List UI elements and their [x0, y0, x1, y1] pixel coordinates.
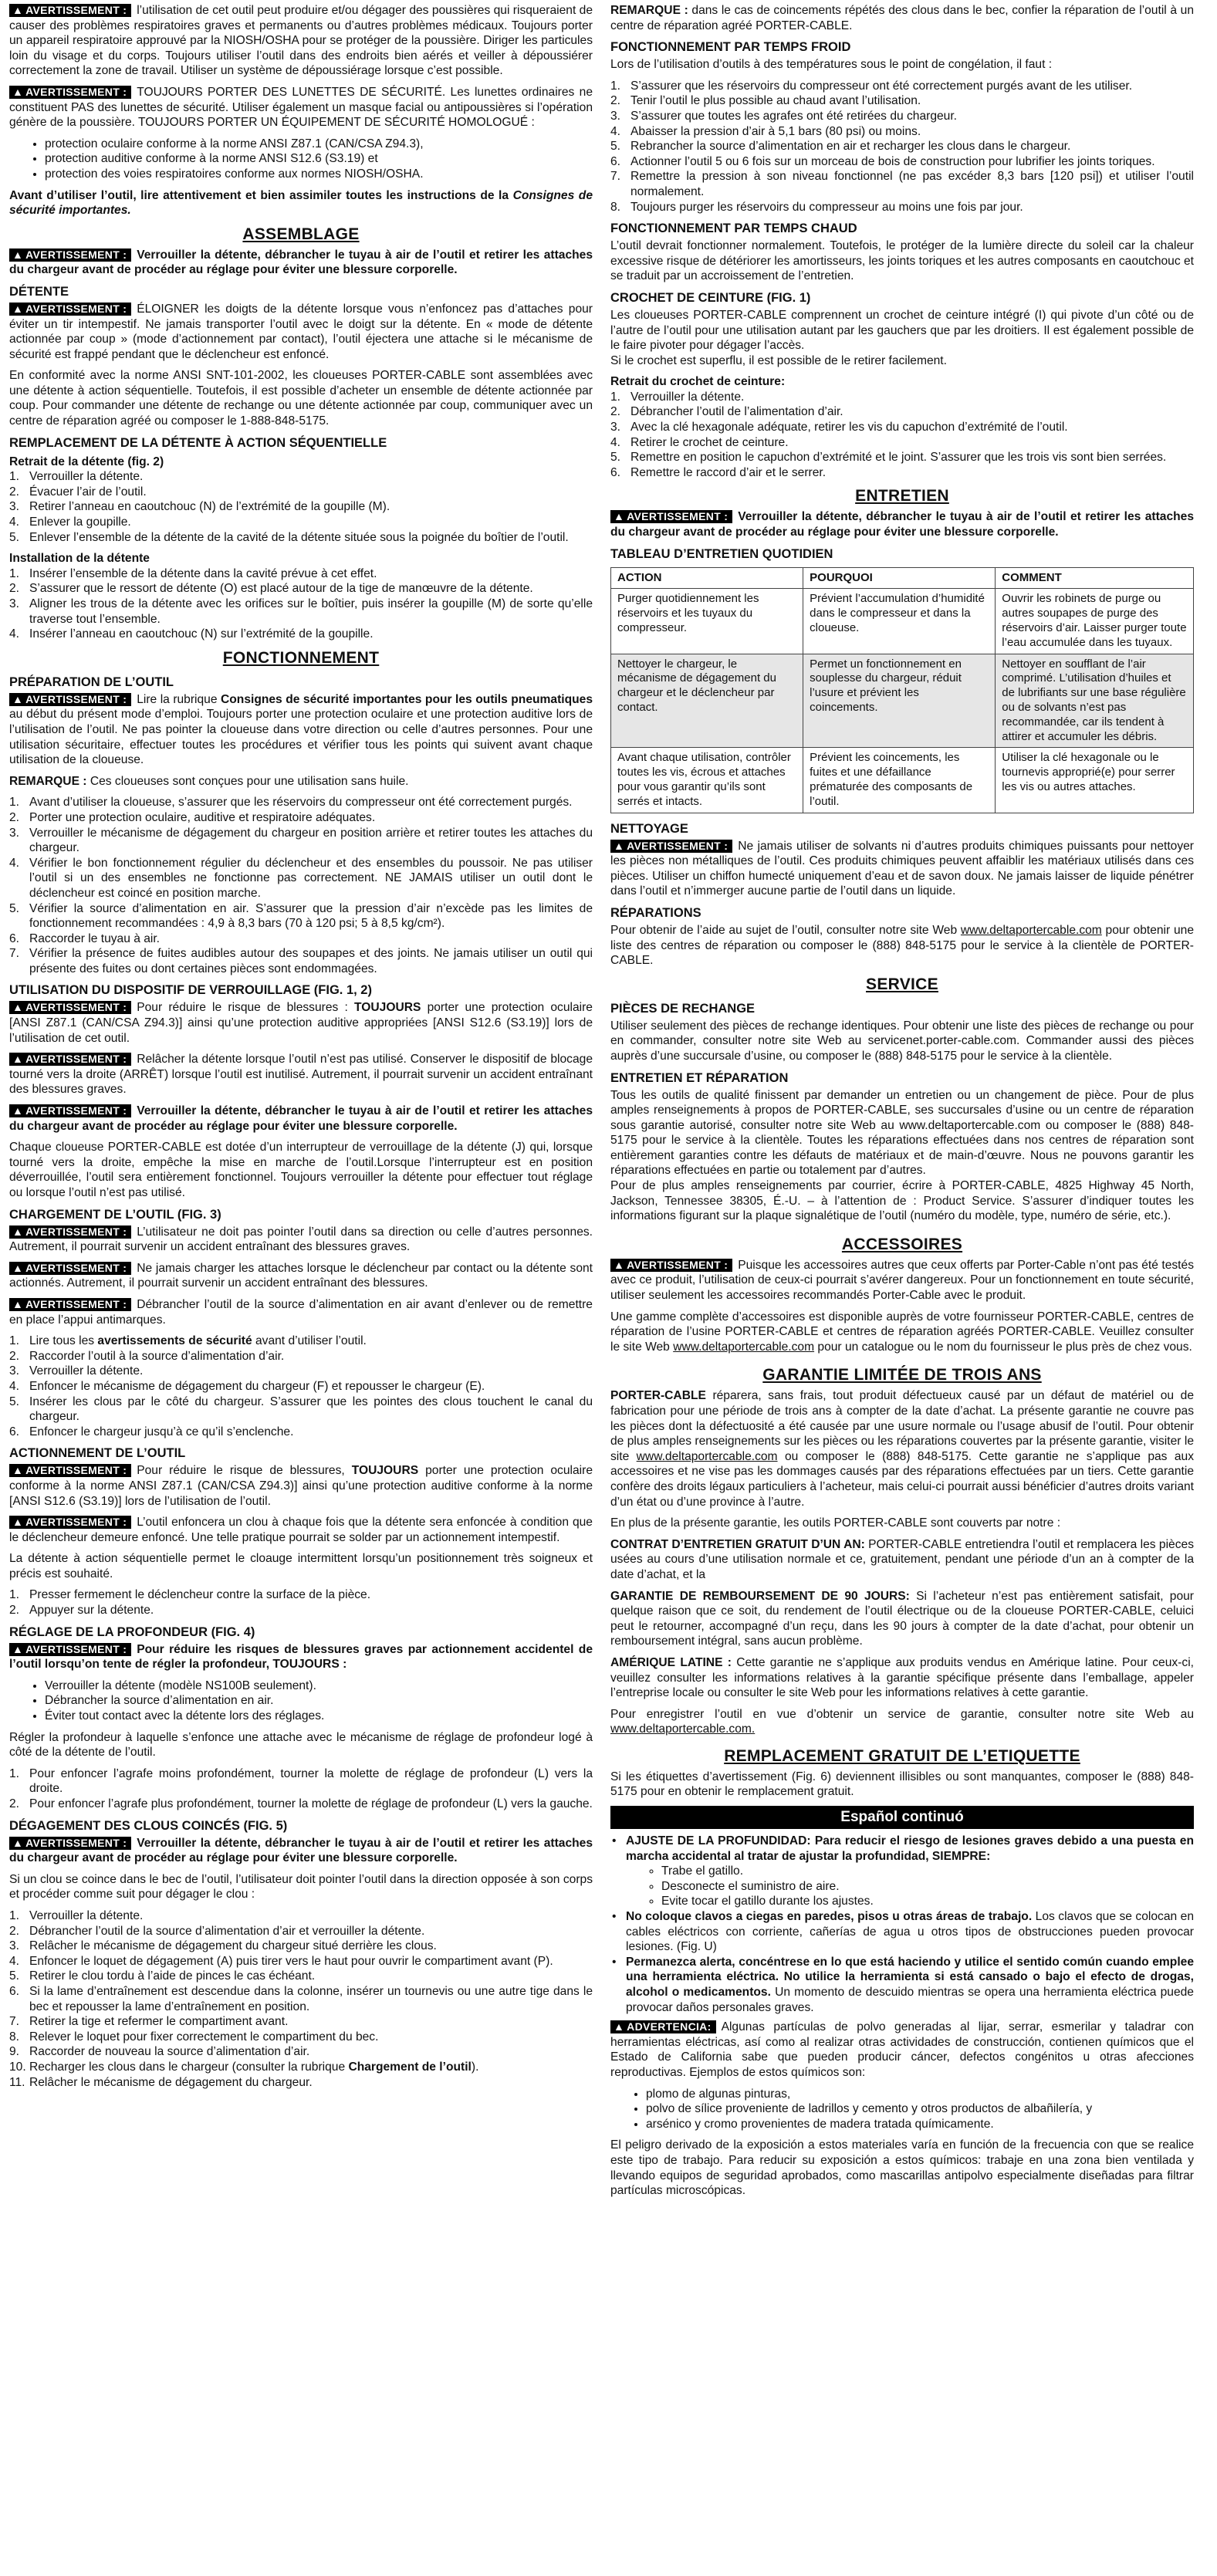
- list-item: • protection auditive conforme à la norme ANSI S12.6 (S3.19) et: [45, 151, 593, 167]
- subsection-title: ENTRETIEN ET RÉPARATION: [610, 1070, 789, 1085]
- table-cell: Ouvrir les robinets de purge ou autres soupapes de purge des réservoirs d’air. Laisser purger toute l’eau accumulée dans les tuyaux.: [996, 589, 1194, 654]
- section-title-assemblage: ASSEMBLAGE: [242, 225, 360, 243]
- numbered-list: [9, 1908, 593, 2090]
- warning-triangle-icon: ▲: [12, 1297, 24, 1310]
- numbered-list: [9, 1766, 593, 1812]
- operation-warning: ▲ AVERTISSEMENT : Pour réduire le risque de blessures, TOUJOURS porter une protection oculaire conforme à la norme ANSI Z87.1 (CAN/CSA Z94.3)] ainsi qu’une protection auditive conforme à la norme [ANSI S12.6 (S3.19)] lors de l’utilisation de l’outil.: [9, 1464, 593, 1508]
- language-banner: Español continuó: [610, 1806, 1194, 1829]
- list-item: ◦ Desconecte el suministro de aire.: [661, 1879, 1194, 1895]
- accessories-warning: ▲ AVERTISSEMENT : Puisque les accessoires autres que ceux offerts par Porter-Cable n’ont pas été testés avec ce produit, l’utilisation de ceux-ci pourrait s’avérer dangereux. Pour un fonctionnement en toute sécurité, utiliser seulement les accessoires recommandés Porter-Cable avec le produit.: [610, 1258, 1194, 1303]
- list-item: 7. Remettre la pression à son niveau fonctionnel (ne pas excéder 8,3 bars [120 psi]) et utiliser l’outil normalement.: [610, 170, 1194, 198]
- paragraph: Une gamme complète d’accessoires est disponible auprès de votre fournisseur PORTER-CABLE, centres de réparation de l’usine PORTER-CABLE et centres de réparation agréés PORTER-CABLE. Veuillez consulter le site Web www.deltaportercable.com pour un catalogue ou le nom du fournisseur le plus près de chez vous.: [610, 1310, 1194, 1354]
- list-item: ◦ Trabe el gatillo.: [661, 1864, 1194, 1879]
- list-item: 6. Si la lame d’entraînement est descendue dans la colonne, insérer un tournevis ou une autre tige dans le bec et repousser la lame d’entraînement en position.: [9, 1984, 593, 2013]
- list-item: 5. Rebrancher la source d’alimentation en air et recharger les clous dans le chargeur.: [610, 140, 1071, 154]
- procedure-title: Retrait du crochet de ceinture:: [610, 375, 786, 389]
- warning-label: ▲ AVERTISSEMENT :: [9, 1516, 131, 1529]
- paragraph: Régler la profondeur à laquelle s’enfonce une attache avec le mécanisme de réglage de profondeur logé à côté de la détente de l’outil.: [9, 1730, 593, 1760]
- paragraph: El peligro derivado de la exposición a estos materiales varía en función de la frecuencia con que se realice este tipo de trabajo. Para reducir su exposición a estos químicos: trabaje en una zona bien ventilada y llevando equipos de seguridad aprobados, como mascarillas antipolvo especialmente diseñadas para filtrar partículas microscópicas.: [610, 2138, 1194, 2198]
- warning-label: ▲ AVERTISSEMENT :: [9, 693, 131, 706]
- list-item: 1. Verrouiller la détente.: [610, 390, 745, 404]
- warning-triangle-icon: ▲: [12, 302, 24, 315]
- subsection-title: RÉGLAGE DE LA PROFONDEUR (FIG. 4): [9, 1624, 255, 1639]
- ppe-list: [9, 137, 593, 182]
- website-link[interactable]: www.deltaportercable.com.: [610, 1722, 756, 1736]
- right-column: [610, 3, 1194, 2205]
- warning-triangle-icon: ▲: [12, 85, 24, 98]
- warning-label: ▲ AVERTISSEMENT :: [610, 1259, 732, 1272]
- list-item: 4. Abaisser la pression d’air à 5,1 bars (80 psi) ou moins.: [610, 124, 921, 138]
- procedure-title: Installation de la détente: [9, 552, 150, 566]
- paragraph: Chaque cloueuse PORTER-CABLE est dotée d’un interrupteur de verrouillage de la détente (J) qui, lorsque tourné vers la droite, empêche la mise en marche de l’outil.Lorsque l’interrupteur est en position déverrouillée, l’outil sera entièrement fonctionnel. Toujours verrouiller la détente pour effectuer tout réglage ou lorsque l’outil n’est pas utilisé.: [9, 1141, 593, 1199]
- subsection-title: FONCTIONNEMENT PAR TEMPS FROID: [610, 40, 851, 55]
- warning-label: ▲ AVERTISSEMENT :: [9, 1643, 131, 1656]
- paragraph: Si le crochet est superflu, il est possible de le retirer facilement.: [610, 353, 947, 367]
- list-item: 6. Remettre le raccord d’air et le serrer.: [610, 465, 827, 479]
- read-instructions: Avant d’utiliser l’outil, lire attentivement et bien assimiler toutes les instructions de la Consignes de sécurité importantes.: [9, 188, 593, 218]
- list-item: 2. Pour enfoncer l’agrafe plus profondément, tourner la molette de réglage de profondeur (L) vers la gauche.: [9, 1797, 593, 1810]
- list-item: 8. Toujours purger les réservoirs du compresseur au moins une fois par jour.: [610, 200, 1023, 214]
- paragraph: Les cloueuses PORTER-CABLE comprennent un crochet de ceinture intégré (I) qui pivote d’un côté ou de l’autre de l’outil pour une utilisation autant par les gauchers que par les droitiers. Il est également possible de le faire pivoter pour dégager l’accès.: [610, 308, 1194, 353]
- subsection-title: RÉPARATIONS: [610, 905, 701, 920]
- list-item: 9. Raccorder de nouveau la source d’alimentation d’air.: [9, 2045, 310, 2059]
- goggles-warning: ▲ AVERTISSEMENT : TOUJOURS PORTER DES LUNETTES DE SÉCURITÉ. Les lunettes ordinaires ne constituent PAS des lunettes de sécurité. Utiliser également un masque facial ou antipoussières si l’opération génère de la poussière. TOUJOURS PORTER UN ÉQUIPEMENT DE SÉCURITÉ HOMOLOGUÉ :: [9, 85, 593, 130]
- table-cell: Nettoyer en soufflant de l’air comprimé. L’utilisation d’huiles et de lubrifiants sur une base régulière ou de solvants n’est pas recommandée, car ils tendent à attirer et accumuler les débris.: [996, 654, 1194, 748]
- depth-warning: ▲ AVERTISSEMENT : Pour réduire les risques de blessures graves par actionnement accidentel de l’outil lorsqu’on tente de régler la profondeur, TOUJOURS :: [9, 1642, 593, 1672]
- list-item: 1. Insérer l’ensemble de la détente dans la cavité prévue à cet effet.: [9, 566, 377, 580]
- list-item: 10. Recharger les clous dans le chargeur (consulter la rubrique Chargement de l’outil).: [9, 2060, 479, 2074]
- list-item: 3. Avec la clé hexagonale adéquate, retirer les vis du capuchon d’extrémité de l’outil.: [610, 421, 1068, 434]
- numbered-list: [610, 390, 1194, 481]
- list-item: 1. Lire tous les avertissements de sécurité avant d’utiliser l’outil.: [9, 1334, 367, 1348]
- paragraph: En plus de la présente garantie, les outils PORTER-CABLE sont couverts par notre :: [610, 1516, 1061, 1530]
- paragraph: Pour de plus amples renseignements par courrier, écrire à PORTER-CABLE, 4825 Highway 45 North, Jackson, Tennessee 38305, É.-U. – à l’attention de : Product Service. S’assurer d’indiquer toutes les informations figurant sur la plaque signalétique de l’outil (numéro du modèle, type, numéro de série, etc.).: [610, 1179, 1194, 1223]
- list-item: 1. Presser fermement le déclencheur contre la surface de la pièce.: [9, 1588, 371, 1602]
- list-item: 4. Enlever la goupille.: [9, 516, 131, 529]
- warning-triangle-icon: ▲: [12, 692, 24, 705]
- list-item: 4. Enfoncer le loquet de dégagement (A) puis tirer vers le haut pour ouvrir le compartiment avant (P).: [9, 1954, 553, 1968]
- section-title-fonctionnement: FONCTIONNEMENT: [222, 648, 380, 667]
- warning-triangle-icon: ▲: [12, 1104, 24, 1117]
- list-item: • Éviter tout contact avec la détente lors des réglages.: [45, 1709, 593, 1724]
- dust-warning: ▲ AVERTISSEMENT : l’utilisation de cet outil peut produire et/ou dégager des poussières qui risqueraient de causer des problèmes respiratoires graves et permanents ou d’autres problèmes médicaux. Toujours porter un appareil respiratoire approuvé par la NIOSH/OSHA pour se protéger de la poussière. Diriger les particules loin du visage et du corps. Toujours utiliser l’outil dans des endroits bien aérés et veiller à dépoussiérer correctement la zone de travail. Utiliser un système de dépoussiérage lorsque c’est possible.: [9, 4, 593, 78]
- list-item: 2. S’assurer que le ressort de détente (O) est placé autour de la tige de manœuvre de la détente.: [9, 582, 533, 596]
- list-item: 3. Aligner les trous de la détente avec les orifices sur le boîtier, puis insérer la goupille (M) de sorte qu’elle traverse tout l’ensemble.: [9, 597, 593, 626]
- paragraph: L’outil devrait fonctionner normalement. Toutefois, le protéger de la lumière directe du soleil car la chaleur excessive risque de détériorer les amortisseurs, les joints toriques et les autres composants en caoutchouc et se traduit par un accroissement de l’entretien.: [610, 239, 1194, 283]
- numbered-list: [9, 566, 593, 642]
- paragraph: En conformité avec la norme ANSI SNT-101-2002, les cloueuses PORTER-CABLE sont assemblées avec une détente à action séquentielle. Toutefois, il est possible d’acheter un ensemble de détente actionnée par coup. Pour commander une détente de rechange ou une détente actionnée par coup, communiquer avec un centre de réparation agréé ou composer le 1-888-848-5175.: [9, 369, 593, 428]
- warning-label: ▲ AVERTISSEMENT :: [9, 1298, 131, 1311]
- subsection-title: NETTOYAGE: [610, 821, 688, 836]
- section-title-etiquette: REMPLACEMENT GRATUIT DE L’ETIQUETTE: [724, 1746, 1080, 1765]
- list-item: 5. Vérifier la source d’alimentation en air. S’assurer que la pression d’air n’excède pas les limites de fonctionnement recommandées : 4,9 à 8,3 bars (70 à 120 psi; 5 à 8,5 kg/cm²).: [9, 901, 593, 931]
- numbered-list: [9, 1334, 593, 1439]
- list-item: 4. Vérifier le bon fonctionnement régulier du déclencheur et des ensembles du poussoir. Ne pas utiliser l’outil si un des ensembles ne fonctionne pas correctement. NE JAMAIS utiliser un outil dont le déclencheur est coincé en position marche.: [9, 856, 593, 900]
- list-item: 3. Relâcher le mécanisme de dégagement du chargeur situé derrière les clous.: [9, 1939, 437, 1953]
- maintenance-table: [610, 567, 1194, 813]
- list-item: • plomo de algunas pinturas,: [646, 2087, 1194, 2102]
- list-item: • Débrancher la source d’alimentation en air.: [45, 1693, 593, 1709]
- left-column: [9, 3, 593, 2096]
- spanish-warning: ▲ ADVERTENCIA: Algunas partículas de polvo generadas al lijar, serrar, esmerilar y taladrar con herramientas eléctricas, así como al realizar otras actividades de construcción, contienen químicos que el Estado de California sabe que pueden producir cáncer, defectos congénitos u otras afecciones reproductivas. Ejemplos de estos químicos son:: [610, 2020, 1194, 2079]
- warning-label: ▲ AVERTISSEMENT :: [9, 1053, 131, 1066]
- operation-warning: ▲ AVERTISSEMENT : L’outil enfoncera un clou à chaque fois que la détente sera enfoncée à condition que le déclencheur demeure enfoncé. Une telle pratique pourrait se solder par un actionnement intempestif.: [9, 1516, 593, 1544]
- paragraph: Utiliser seulement des pièces de rechange identiques. Pour obtenir une liste des pièces de rechange ou pour en commander, consulter notre site Web au servicenet.porter-cable.com. Commander aussi des pièces auprès d’une succursale d’usine, ou composer le (888) 848-5175 pour le service à la clientèle.: [610, 1019, 1194, 1063]
- warning-triangle-icon: ▲: [614, 510, 625, 523]
- loading-warning: ▲ AVERTISSEMENT : Débrancher l’outil de la source d’alimentation en air avant d’enlever ou de remettre en place l’appui antimarques.: [9, 1297, 593, 1327]
- table-row: [611, 654, 1194, 748]
- warning-label: ▲ AVERTISSEMENT :: [9, 1104, 131, 1117]
- list-item: 1. Avant d’utiliser la cloueuse, s’assurer que les réservoirs du compresseur ont été correctement purgés.: [9, 796, 573, 810]
- warning-triangle-icon: ▲: [12, 1225, 24, 1238]
- list-item: ◦ Evite tocar el gatillo durante los ajustes.: [661, 1894, 1194, 1909]
- list-item: • polvo de sílice proveniente de ladrillos y cemento y otros productos de albañilería, y: [646, 2101, 1194, 2117]
- list-item: 3. S’assurer que toutes les agrafes ont été retirées du chargeur.: [610, 109, 958, 123]
- subsection-title: CHARGEMENT DE L’OUTIL (FIG. 3): [9, 1207, 221, 1222]
- list-item: 7. Vérifier la présence de fuites audibles autour des soupapes et des joints. Ne jamais utiliser un outil qui présente des fuites ou dont certaines pièces sont endommagées.: [9, 947, 593, 975]
- maintenance-warning: ▲ AVERTISSEMENT : Verrouiller la détente, débrancher le tuyau à air de l’outil et retirer les attaches du chargeur avant de procéder au réglage pour éviter une blessure corporelle.: [610, 510, 1194, 539]
- warning-label: ▲ AVERTISSEMENT :: [610, 510, 732, 523]
- list-item: • AJUSTE DE LA PROFUNDIDAD: Para reducir el riesgo de lesiones graves debido a una puesta en marcha accidental al tratar de ajustar la profundidad, SIEMPRE: ◦ Trabe el gatillo. ◦ Desconecte el suministro de aire. ◦ Evite tocar el gatillo durante los ajustes.: [610, 1834, 1194, 1909]
- subsection-title: PRÉPARATION DE L’OUTIL: [9, 674, 174, 689]
- warning-triangle-icon: ▲: [12, 1053, 24, 1066]
- table-cell: Avant chaque utilisation, contrôler toutes les vis, écrous et attaches pour vous garantir qu’ils sont serrés et intacts.: [611, 748, 803, 813]
- loading-warning: ▲ AVERTISSEMENT : L’utilisateur ne doit pas pointer l’outil dans sa direction ou celle d’autres personnes. Autrement, il pourrait survenir un accident entraînant des blessures graves.: [9, 1225, 593, 1254]
- warning-label: ▲ AVERTISSEMENT :: [9, 1225, 131, 1239]
- list-item: 3. Verrouiller la détente.: [9, 1364, 144, 1378]
- list-item: • protection des voies respiratoires conforme aux normes NIOSH/OSHA.: [45, 167, 593, 182]
- table-cell: Prévient les coincements, les fuites et une défaillance prématurée des composants de l’outil.: [803, 748, 996, 813]
- warning-triangle-icon: ▲: [12, 1261, 24, 1274]
- warning-triangle-icon: ▲: [614, 2020, 625, 2033]
- paragraph: Si les étiquettes d’avertissement (Fig. 6) deviennent illisibles ou sont manquantes, composer le (888) 848-5175 pour en obtenir le remplacement gratuit.: [610, 1770, 1194, 1799]
- column-header: ACTION: [611, 567, 803, 589]
- list-item: 2. Débrancher l’outil de l’alimentation d’air.: [610, 405, 843, 419]
- warning-triangle-icon: ▲: [12, 1516, 24, 1529]
- section-title-accessoires: ACCESSOIRES: [841, 1235, 963, 1253]
- procedure-title: Retrait de la détente (fig. 2): [9, 455, 164, 468]
- list-item: 1. Verrouiller la détente.: [9, 1908, 144, 1922]
- list-item: 1. S’assurer que les réservoirs du compresseur ont été correctement purgés avant de les utiliser.: [610, 79, 1133, 93]
- lock-warning: ▲ AVERTISSEMENT : Verrouiller la détente, débrancher le tuyau à air de l’outil et retirer les attaches du chargeur avant de procéder au réglage pour éviter une blessure corporelle.: [9, 1104, 593, 1133]
- numbered-list: [610, 79, 1194, 215]
- paragraph: PORTER-CABLE réparera, sans frais, tout produit défectueux causé par un défaut de matériel ou de fabrication pour une période de trois ans à compter de la date d’achat. La présente garantie ne couvre pas les pièces dont la défectuosité a été causée par une usure normale ou l’usage abusif de l’outil. Pour obtenir de plus amples renseignements sur les pièces ou les réparations couvertes par la présente garantie, visiter le site www.deltaportercable.com ou composer le (888) 848-5175. Cette garantie ne s’applique pas aux accessoires et ne vise pas les dommages causés par des réparations effectuées par un tiers. Cette garantie confère des droits légaux particuliers à l’acheteur, mais celui-ci pourrait aussi bénéficier d’autres droits variant d’un état ou d’une province à l’autre.: [610, 1389, 1194, 1509]
- list-item: 4. Retirer le crochet de ceinture.: [610, 435, 789, 449]
- subsection-title: ACTIONNEMENT DE L’OUTIL: [9, 1446, 186, 1461]
- warning-label: ▲ AVERTISSEMENT :: [9, 4, 131, 17]
- subsection-title: TABLEAU D’ENTRETIEN QUOTIDIEN: [610, 546, 833, 561]
- list-item: • No coloque clavos a ciegas en paredes, pisos u otras áreas de trabajo. Los clavos que se colocan en cables eléctricos con corriente, cañerías de agua u otros tipos de obstrucciones pueden provocar lesiones. (Fig. U): [612, 1910, 1195, 1954]
- assemblage-warning: ▲ AVERTISSEMENT : Verrouiller la détente, débrancher le tuyau à air de l’outil et retirer les attaches du chargeur avant de procéder au réglage pour éviter une blessure corporelle.: [9, 248, 593, 277]
- column-header: POURQUOI: [803, 567, 996, 589]
- loading-warning: ▲ AVERTISSEMENT : Ne jamais charger les attaches lorsque le déclencheur par contact ou la détente sont actionnés. Autrement, il pourrait survenir un accident entraînant des blessures.: [9, 1261, 593, 1290]
- list-item: 3. Verrouiller le mécanisme de dégagement du chargeur en position arrière et retirer toutes les attaches du chargeur.: [9, 826, 593, 855]
- paragraph: Tous les outils de qualité finissent par demander un entretien ou un changement de pièce. Pour de plus amples renseignements à propos de PORTER-CABLE, ses succursales d’usine ou un centre de réparation sous garantie autorisé, consulter notre site Web au www.deltaportercable.com ou composer le (888) 848-5175 pour le service à la clientèle. Toutes les réparations effectuées dans nos centres de réparation sont entièrement garanties contre les défauts de matériaux et de main-d’œuvre. Nous ne pouvons garantir les réparations effectuées en partie ou totalement par d’autres.: [610, 1088, 1194, 1178]
- list-item: 1. Verrouiller la détente.: [9, 470, 144, 484]
- list-item: 5. Remettre en position le capuchon d’extrémité et le joint. S’assurer que les trois vis sont bien serrées.: [610, 451, 1167, 465]
- list-item: • arsénico y cromo provenientes de madera tratada químicamente.: [646, 2117, 1194, 2132]
- numbered-list: [9, 795, 593, 976]
- spanish-bullet-list: [610, 1834, 1194, 2015]
- list-item: 2. Débrancher l’outil de la source d’alimentation d’air et verrouiller la détente.: [9, 1924, 425, 1938]
- lock-warning: ▲ AVERTISSEMENT : Relâcher la détente lorsque l’outil n’est pas utilisé. Conserver le dispositif de blocage tourné vers la droite (ARRÊT) lorsque l’outil est inutilisé. Autrement, il pourrait survenir un accident entraînant des blessures graves.: [9, 1053, 593, 1097]
- table-cell: Prévient l’accumulation d’humidité dans le compresseur et dans la cloueuse.: [803, 589, 996, 654]
- list-item: 7. Retirer la tige et refermer le compartiment avant.: [9, 2015, 289, 2029]
- section-title-garantie: GARANTIE LIMITÉE DE TROIS ANS: [762, 1366, 1042, 1384]
- warning-label: ▲ ADVERTENCIA:: [610, 2020, 716, 2033]
- subsection-title: DÉTENTE: [9, 284, 69, 299]
- warning-triangle-icon: ▲: [614, 839, 625, 852]
- bullet-list: [9, 1678, 593, 1724]
- website-link[interactable]: www.deltaportercable.com: [636, 1449, 778, 1463]
- subsection-title: CROCHET DE CEINTURE (FIG. 1): [610, 290, 811, 305]
- list-item: • protection oculaire conforme à la norme ANSI Z87.1 (CAN/CSA Z94.3),: [45, 137, 593, 152]
- paragraph: Lors de l’utilisation d’outils à des températures sous le point de congélation, il faut :: [610, 58, 1053, 72]
- paragraph: AMÉRIQUE LATINE : Cette garantie ne s’applique aux produits vendus en Amérique latine. Pour ceux-ci, veuillez consulter les informations relatives à la garantie spécifique présente dans l’emballage, appeler l’entreprise locale ou consulter le site Web pour les informations relatives à cette garantie.: [610, 1655, 1194, 1700]
- warning-triangle-icon: ▲: [12, 1464, 24, 1477]
- list-item: 5. Enlever l’ensemble de la détente de la cavité de la détente située sous la poignée du boîtier de l’outil.: [9, 530, 569, 544]
- numbered-list: [9, 469, 593, 545]
- warning-triangle-icon: ▲: [12, 1836, 24, 1849]
- subsection-title: PIÈCES DE RECHANGE: [610, 1001, 756, 1016]
- remarque: REMARQUE : Ces cloueuses sont conçues pour une utilisation sans huile.: [9, 774, 409, 788]
- table-row: [611, 589, 1194, 654]
- sub-list: [626, 1864, 1194, 1909]
- table-header-row: [611, 567, 1194, 589]
- list-item: 6. Actionner l’outil 5 ou 6 fois sur un morceau de bois de construction pour lubrifier les joints toriques.: [610, 154, 1155, 168]
- list-item: 5. Retirer le clou tordu à l’aide de pinces le cas échéant.: [9, 1969, 316, 1983]
- list-item: • Permanezca alerta, concéntrese en lo que está haciendo y utilice el sentido común cuando emplee una herramienta eléctrica. No utilice la herramienta si está cansado o bajo el efecto de drogas, alcohol o medicamentos. Un momento de descuido mientras se opera una herramienta eléctrica puede provocar daños personales graves.: [612, 1955, 1194, 2014]
- subsection-title: DÉGAGEMENT DES CLOUS COINCÉS (FIG. 5): [9, 1818, 288, 1833]
- warning-triangle-icon: ▲: [614, 1258, 625, 1271]
- list-item: 8. Relever le loquet pour fixer correctement le compartiment du bec.: [9, 2030, 379, 2044]
- paragraph: CONTRAT D’ENTRETIEN GRATUIT D’UN AN: PORTER-CABLE entretiendra l’outil et remplacera les pièces usées au cours d’une utilisation normale et ce, gratuitement, pendant une période d’un an à compter de la date d’achat, et la: [610, 1537, 1194, 1581]
- list-item: 2. Porter une protection oculaire, auditive et respiratoire adéquates.: [9, 810, 376, 824]
- list-item: 2. Appuyer sur la détente.: [9, 1604, 154, 1618]
- list-item: 6. Raccorder le tuyau à air.: [9, 931, 161, 945]
- warning-triangle-icon: ▲: [12, 4, 24, 16]
- table-cell: Purger quotidiennement les réservoirs et les tuyaux du compresseur.: [611, 589, 803, 654]
- subsection-title: UTILISATION DU DISPOSITIF DE VERROUILLAGE (FIG. 1, 2): [9, 983, 372, 998]
- list-item: 1. Pour enfoncer l’agrafe moins profondément, tourner la molette de réglage de profondeur (L) vers la droite.: [9, 1766, 593, 1796]
- website-link[interactable]: www.deltaportercable.com: [673, 1340, 815, 1354]
- column-header: COMMENT: [996, 567, 1194, 589]
- subsection-title: REMPLACEMENT DE LA DÉTENTE À ACTION SÉQUENTIELLE: [9, 435, 387, 450]
- jam-warning: ▲ AVERTISSEMENT : Verrouiller la détente, débrancher le tuyau à air de l’outil et retirer les attaches du chargeur avant de procéder au réglage pour éviter une blessure corporelle.: [9, 1836, 593, 1865]
- website-link[interactable]: www.deltaportercable.com: [960, 923, 1102, 937]
- list-item: 4. Enfoncer le mécanisme de dégagement du chargeur (F) et repousser le chargeur (E).: [9, 1379, 485, 1393]
- warning-label: ▲ AVERTISSEMENT :: [610, 840, 732, 853]
- preparation-warning: ▲ AVERTISSEMENT : Lire la rubrique Consignes de sécurité importantes pour les outils pneumatiques au début du présent mode d’emploi. Toujours porter une protection oculaire et une protection auditive lors de l’utilisation de l’outil. Ne pas pointer la cloueuse dans votre direction ou celle d’autres personnes. Pour une utilisation sécuritaire, effectuer toutes les procédures et vérifier tous les points qui suivent avant chaque utilisation de la cloueuse.: [9, 692, 593, 767]
- list-item: 2. Tenir l’outil le plus possible au chaud avant l’utilisation.: [610, 94, 921, 108]
- table-cell: Utiliser la clé hexagonale ou le tournevis approprié(e) pour serrer les vis ou autres attaches.: [996, 748, 1194, 813]
- section-title-service: SERVICE: [866, 975, 938, 993]
- list-item: • Verrouiller la détente (modèle NS100B seulement).: [45, 1678, 593, 1694]
- cleaning-warning: ▲ AVERTISSEMENT : Ne jamais utiliser de solvants ni d’autres produits chimiques puissants pour nettoyer les pièces non métalliques de l’outil. Ces produits chimiques peuvent affaiblir les matériaux utilisés dans ces pièces. Utiliser un chiffon humecté uniquement d’eau et de savon doux. Ne jamais laisser de liquide pénétrer dans l’outil et n’immerger aucune partie de l’outil dans un liquide.: [610, 839, 1194, 898]
- warning-label: ▲ AVERTISSEMENT :: [9, 248, 131, 262]
- table-cell: Permet un fonctionnement en souplesse du chargeur, réduit l’usure et prévient les coincements.: [803, 654, 996, 748]
- list-item: 11. Relâcher le mécanisme de dégagement du chargeur.: [9, 2075, 313, 2089]
- chemicals-list: [610, 2087, 1194, 2132]
- paragraph: La détente à action séquentielle permet le cloauge intermittent lorsqu’un positionnement très soigneux et précis est souhaité.: [9, 1552, 593, 1580]
- subsection-title: FONCTIONNEMENT PAR TEMPS CHAUD: [610, 221, 857, 236]
- paragraph: Pour obtenir de l’aide au sujet de l’outil, consulter notre site Web www.deltaportercable.com pour obtenir une liste des centres de réparation ou composer le (888) 848-5175 pour le service à la clientèle de PORTER-CABLE.: [610, 923, 1194, 968]
- warning-label: ▲ AVERTISSEMENT :: [9, 1837, 131, 1850]
- warning-triangle-icon: ▲: [12, 248, 24, 261]
- detente-warning: ▲ AVERTISSEMENT : ÉLOIGNER les doigts de la détente lorsque vous n’enfoncez pas d’attaches pour éviter un tir intempestif. Ne jamais transporter l’outil avec le doigt sur la détente. En « mode de détente actionnée par coup » (mode d’actionnement par contact), l’outil éjectera une attache si le mécanisme de sécurité est frappé pendant que le déclencheur est enfoncé.: [9, 302, 593, 361]
- list-item: 4. Insérer l’anneau en caoutchouc (N) sur l’extrémité de la goupille.: [9, 627, 374, 641]
- warning-label: ▲ AVERTISSEMENT :: [9, 1001, 131, 1014]
- paragraph: Pour enregistrer l’outil en vue d’obtenir un service de garantie, consulter notre site Web au www.deltaportercable.com.: [610, 1707, 1194, 1736]
- warning-label: ▲ AVERTISSEMENT :: [9, 1262, 131, 1275]
- warning-label: ▲ AVERTISSEMENT :: [9, 1464, 131, 1477]
- warning-label: ▲ AVERTISSEMENT :: [9, 86, 131, 99]
- numbered-list: [9, 1587, 593, 1618]
- table-row: [611, 748, 1194, 813]
- paragraph: Si un clou se coince dans le bec de l’outil, l’utilisateur doit pointer l’outil dans la direction opposée à son corps et procéder comme suit pour dégager le clou :: [9, 1872, 593, 1902]
- warning-label: ▲ AVERTISSEMENT :: [9, 303, 131, 316]
- remarque: REMARQUE : dans le cas de coincements répétés des clous dans le bec, confier la réparation de l’outil à un centre de réparation agréé PORTER-CABLE.: [610, 4, 1194, 32]
- warning-triangle-icon: ▲: [12, 1001, 24, 1014]
- table-cell: Nettoyer le chargeur, le mécanisme de dégagement du chargeur et le déclencheur par contact.: [611, 654, 803, 748]
- list-item: 3. Retirer l’anneau en caoutchouc (N) de l’extrémité de la goupille (M).: [9, 500, 390, 514]
- warning-triangle-icon: ▲: [12, 1642, 24, 1655]
- lock-warning: ▲ AVERTISSEMENT : Pour réduire le risque de blessures : TOUJOURS porter une protection oculaire [ANSI Z87.1 (CAN/CSA Z94.3)] ainsi qu’une protection auditive appropriées [ANSI S12.6 (S3.19)] lors de l’utilisation de cet outil.: [9, 1001, 593, 1045]
- list-item: 2. Évacuer l’air de l’outil.: [9, 485, 147, 499]
- list-item: 5. Insérer les clous par le côté du chargeur. S’assurer que les pointes des clous touchent le canal du chargeur.: [9, 1394, 593, 1424]
- list-item: 2. Raccorder l’outil à la source d’alimentation d’air.: [9, 1349, 285, 1363]
- paragraph: GARANTIE DE REMBOURSEMENT DE 90 JOURS: Si l’acheteur n’est pas entièrement satisfait, pour quelque raison que ce soit, du rendement de l’outil électrique ou de la cloueuse PORTER-CABLE, celuici peut le retourner, accompagné d’un reçu, dans les 90 jours à compter de la date d’achat, pour obtenir un remboursement intégral, sans aucun problème.: [610, 1589, 1194, 1648]
- list-item: 6. Enfoncer le chargeur jusqu’à ce qu’il s’enclenche.: [9, 1425, 294, 1438]
- section-title-entretien: ENTRETIEN: [855, 487, 949, 505]
